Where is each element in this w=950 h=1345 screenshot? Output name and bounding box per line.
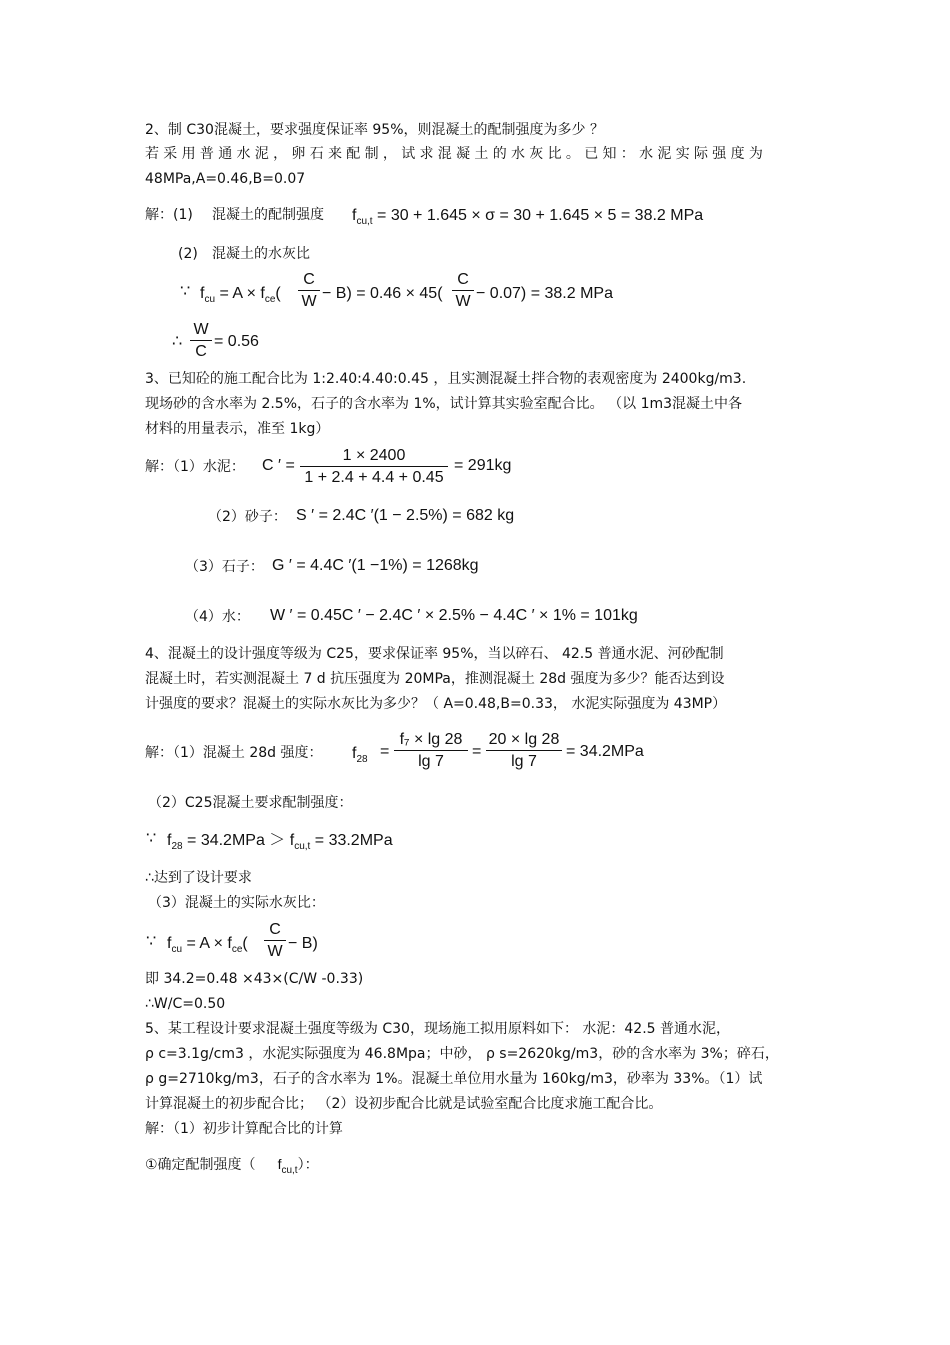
q5-solution-label: 解：（1）初步计算配合比的计算 xyxy=(145,1121,343,1137)
q5-line-2: ρ c=3.1g/cm3 ，水泥实际强度为 46.8Mpa；中砂， ρ s=2620kg/m3，砂的含水率为 3%；碎石， xyxy=(145,1046,779,1062)
q5-step-1-label: ①确定配制强度（ $f_{cu,t}$）： xyxy=(145,1156,319,1176)
because-symbol: ∵ xyxy=(146,933,157,950)
q3-cement-variable: C ′ = xyxy=(262,457,295,474)
q4-step-2-label: （2）C25混凝土要求配制强度： xyxy=(148,795,353,811)
q3-water-equation: W ′ = 0.45C ′ − 2.4C ′ × 2.5% − 4.4C ′ × 1% = 101kg xyxy=(270,607,638,624)
q2-solution-1-text: 混凝土的配制强度 xyxy=(212,207,324,223)
q2-wc-equation-right: − 0.07) = 38.2 MPa xyxy=(476,285,613,302)
q4-wc-equation-left: $f_{cu} = A \times f_{ce}$( xyxy=(167,935,248,955)
q2-wc-equation-mid: − B) = 0.46 × 45( xyxy=(322,285,443,302)
q4-step-1-label: 解：（1）混凝土 28d 强度： xyxy=(145,745,323,761)
q4-wc-equation-right: − B) xyxy=(288,935,318,952)
q3-cement-fraction: $\frac{1 \times 2400}{1 + 2.4 + 4.4 + 0.45}$ xyxy=(300,446,448,487)
q2-line-2: 若采用普通水泥，卵石来配制，试求混凝土的水灰比。已知：水泥实际强度为 xyxy=(145,146,768,162)
q4-equals: = xyxy=(380,743,390,760)
q3-step-1-label: 解：（1）水泥： xyxy=(145,459,245,475)
fraction-c-over-w: $\frac{C}{W}$ xyxy=(298,270,320,311)
q3-line-1: 3、已知砼的施工配合比为 1:2.40:4.40:0.45 ，且实测混凝土拌合物的表观密度为 2400kg/m3. xyxy=(145,371,747,387)
q3-step-4-label: （4）水： xyxy=(185,609,250,625)
q4-f28-symbol: $f_{28}$ xyxy=(352,745,368,765)
q3-line-3: 材料的用量表示，准至 1kg） xyxy=(145,421,330,437)
q4-f28-result: = 34.2MPa xyxy=(566,743,644,760)
therefore-symbol: ∴ xyxy=(172,333,183,350)
fraction-c-over-w: $\frac{C}{W}$ xyxy=(264,920,286,961)
q2-wc-equation-left: $f_{cu} = A \times f_{ce}$( xyxy=(200,285,281,305)
fraction-w-over-c: $\frac{W}{C}$ xyxy=(190,320,212,361)
q3-cement-result: = 291kg xyxy=(454,457,512,474)
because-symbol: ∵ xyxy=(146,830,157,847)
q2-solution-label: 解：(1) xyxy=(145,207,193,223)
q4-line-3: 计强度的要求？混凝土的实际水灰比为多少？（ A=0.48,B=0.33， 水泥实际强度为 43MP） xyxy=(145,696,727,712)
q5-line-4: 计算混凝土的初步配合比； （2）设初步配合比就是试验室配合比度求施工配合比。 xyxy=(145,1096,663,1112)
q2-solution-2-label: (2) xyxy=(178,246,198,262)
q3-sand-equation: S ′ = 2.4C ′(1 − 2.5%) = 682 kg xyxy=(296,507,515,524)
q2-line-1: 2、制 C30混凝土，要求强度保证率 95%，则混凝土的配制强度为多少 ？ xyxy=(145,122,604,138)
q2-wc-result: = 0.56 xyxy=(214,333,259,350)
q4-fraction-f7: $\frac{\text{f₇ × lg 28}}{\lg 7}$ xyxy=(394,730,468,771)
q4-conclusion: ∴达到了设计要求 xyxy=(145,870,252,886)
because-symbol: ∵ xyxy=(180,283,191,300)
q4-strength-comparison: $f_{28} = 34.2MPa > f_{cu,t} = 33.2MPa$ xyxy=(167,832,393,852)
q5-line-1: 5、某工程设计要求混凝土强度等级为 C30，现场施工拟用原料如下： 水泥：42.5 普通水泥， xyxy=(145,1021,731,1037)
q4-equals: = xyxy=(472,743,482,760)
q3-stone-equation: G ′ = 4.4C ′(1 −1%) = 1268kg xyxy=(272,557,479,574)
q4-fraction-20: $\frac{20 \times \lg 28}{\lg 7}$ xyxy=(486,730,562,771)
q2-strength-equation: $f_{cu,t} = 30 + 1.645 \times \sigma = 30 + 1.645 \times 5 = 38.2$ MPa xyxy=(352,207,704,227)
q5-line-3: ρ g=2710kg/m3，石子的含水率为 1%。混凝土单位用水量为 160kg/m3，砂率为 33%。（1）试 xyxy=(145,1071,763,1087)
q2-solution-2-text: 混凝土的水灰比 xyxy=(212,246,310,262)
q4-line-2: 混凝土时，若实测混凝土 7 d 抗压强度为 20MPa，推测混凝土 28d 强度为多少？能否达到设 xyxy=(145,671,725,687)
q3-line-2: 现场砂的含水率为 2.5%，石子的含水率为 1%，试计算其实验室配合比。 （以 1m3混凝土中各 xyxy=(145,396,743,412)
q4-line-1: 4、混凝土的设计强度等级为 C25，要求保证率 95%，当以碎石、 42.5 普通水泥、河砂配制 xyxy=(145,646,724,662)
q2-line-3: 48MPa,A=0.46,B=0.07 xyxy=(145,171,306,187)
q4-step-3-label: （3）混凝土的实际水灰比： xyxy=(148,895,325,911)
q3-step-2-label: （2）砂子： xyxy=(208,509,287,525)
fraction-c-over-w: $\frac{C}{W}$ xyxy=(452,270,474,311)
q4-wc-result: ∴W/C=0.50 xyxy=(145,996,226,1012)
q3-step-3-label: （3）石子： xyxy=(185,559,264,575)
q4-wc-substitution: 即 34.2=0.48 ×43×(C/W -0.33) xyxy=(145,971,364,987)
